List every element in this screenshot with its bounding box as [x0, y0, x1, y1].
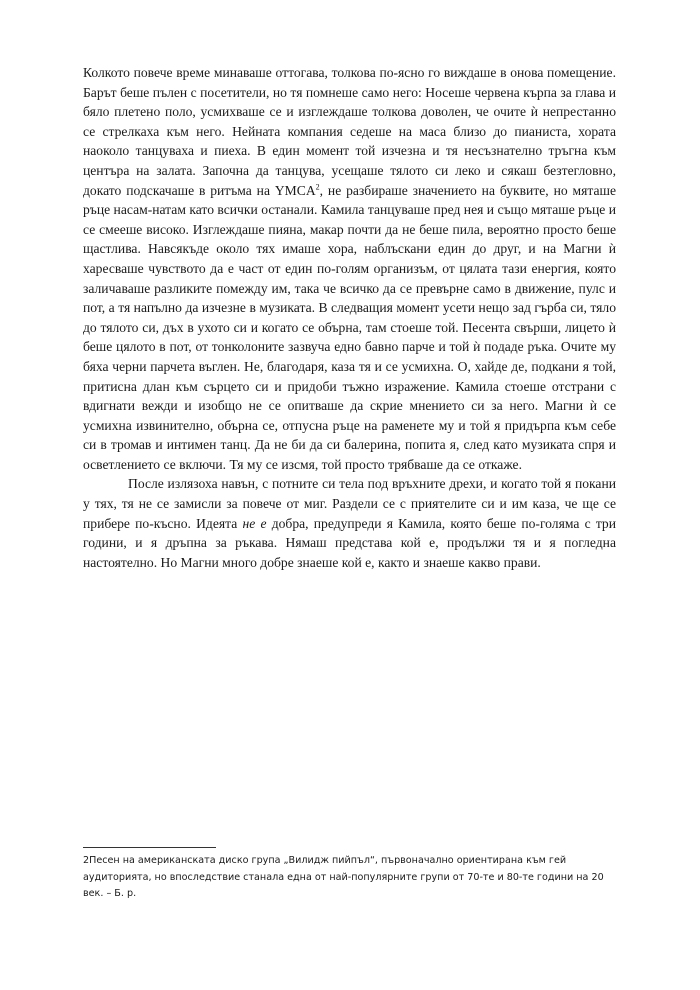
paragraph-2-text-after: добра, предупреди я Камила, която беше по-голяма с три години, и я дръпна за ръкава. Нямаш представа кой е, продължи тя и я погледна настоятелно. Но Магни много добре знаеше кой е, както и знаеше какво прави.: [83, 515, 617, 570]
body-text: [83, 63, 616, 572]
paragraph-1-text-before: Колкото повече време минаваше оттогава, толкова по-ясно го виждаше в онова помещение. Барът беше пълен с посетители, но тя помнеше само него: Носеше червена кърпа за глава и бяло плетено поло, усмихваше се и изглеждаше толкова доволен, че очите ѝ непрестанно се стрелкаха към него. Нейната компания седеше на маса близо до пианиста, хората наоколо танцуваха и пиеха. В един момент той изчезна и тя несъзнателно тръгна към центъра на залата. Започна да танцува, усещаше тялото си леко и сякаш безтегловно, докато подскачаше в ритъма на YMCA: [83, 65, 616, 198]
paragraph-1: [83, 63, 616, 474]
paragraph-2: [83, 474, 616, 572]
footnote-reference[interactable]: 2: [315, 182, 320, 192]
footnote: [83, 853, 616, 903]
paragraph-1-text-after: , не разбираше значението на буквите, но мяташе ръце насам-натам като всички останали. Камила танцуваше пред нея и също мяташе ръце и се смееше високо. Изглеждаше пияна, макар почти да не беше пила, вероятно просто беше щастлива. Навсякъде около тях имаше хора, наблъскани един до друг, и на Магни ѝ харесваше чувството да е част от един по-голям организъм, от цялата тази енергия, която заличаваше разликите помежду им, така че всичко да се превърне само в движение, пулс и пот, а тя напълно да изчезне в музиката. В следващия момент усети нещо зад гърба си, тяло до тялото си, дъх в ухото си и когато се обърна, там стоеше той. Песента свърши, лицето ѝ беше цялото в пот, от тонколоните зазвуча едно бавно парче и той ѝ подаде ръка. Очите му бяха черни парчета въглен. Не, благодаря, каза тя и се усмихна. О, хайде де, подкани я той, притисна длан към сърцето си и придоби тъжно изражение. Камила стоеше отстрани с вдигнати вежди и изобщо не се опитваше да скрие мнението си за него. Магни ѝ се усмихна извинително, обърна се, отпусна ръце на раменете му и той я придърпа към себе си в тромав и интимен танц. Да не би да си балерина, попита я, след като музиката спря и осветлението се включи. Тя му се изсмя, той просто трябваше да се откаже.: [83, 182, 616, 472]
paragraph-2-emphasis: не е: [242, 515, 267, 531]
footnote-separator: [83, 847, 216, 848]
paragraph-2-text-before: После излязоха навън, с потните си тела под връхните дрехи, и когато той я покани у тях, тя не се замисли за повече от миг. Раздели се с приятелите си и им каза, че ще се прибере по-късно. Идеята: [83, 476, 616, 531]
footnote-text: 2Песен на американската диско група „Вилидж пийпъл“, първоначално ориентирана към гей аудиторията, но впоследствие станала една от най-популярните групи от 70-те и 80-те години на 20 век. – Б. р.: [83, 855, 604, 899]
